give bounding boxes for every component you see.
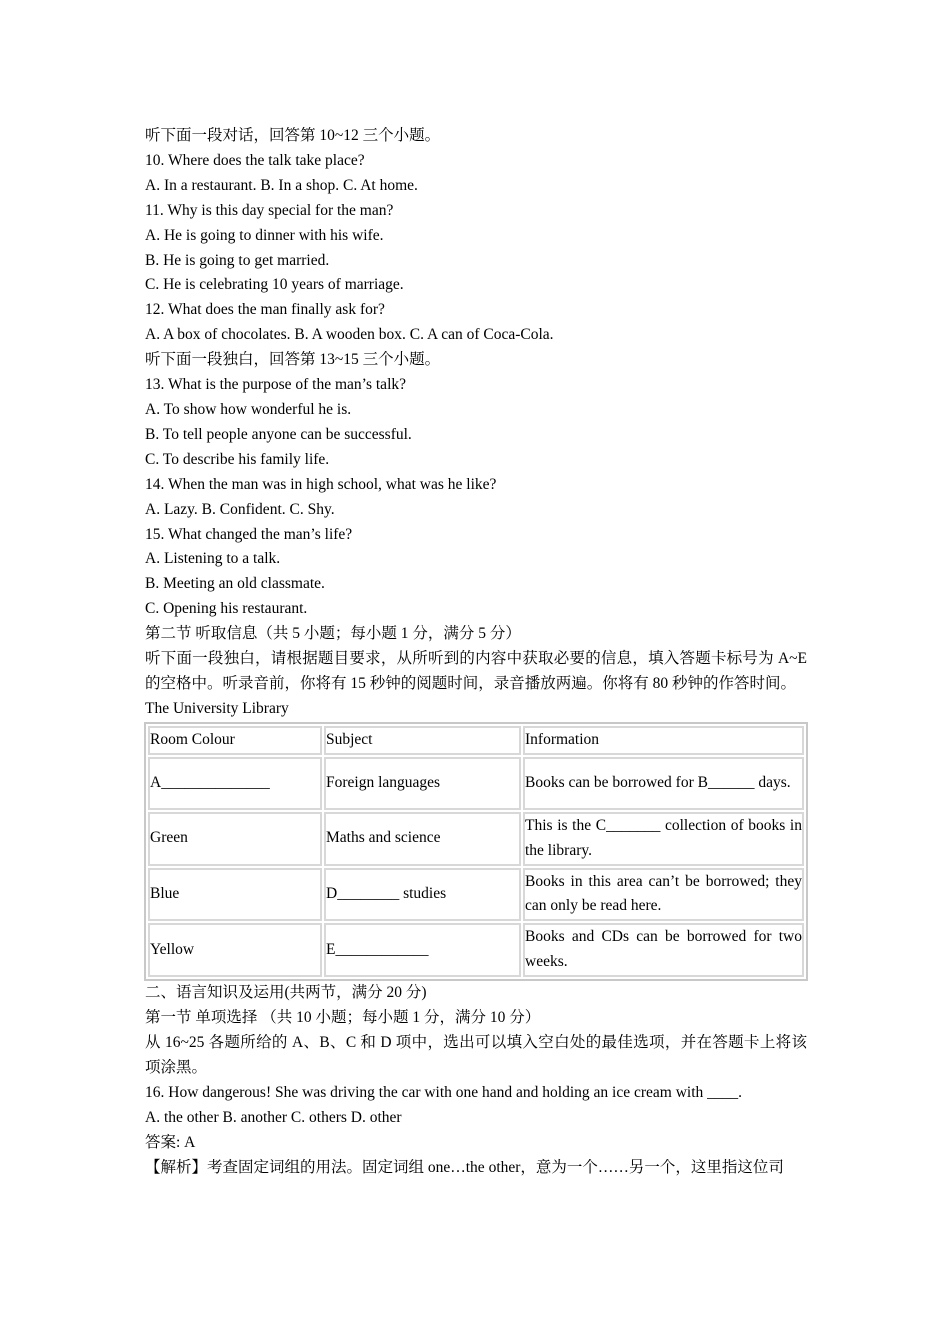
cell-subject: Maths and science [324, 812, 521, 866]
question-12: 12. What does the man finally ask for? [145, 301, 385, 319]
header-subject: Subject [324, 726, 521, 755]
answer-16: 答案: A [145, 1133, 196, 1151]
option-13c: C. To describe his family life. [145, 450, 330, 468]
cell-information: This is the C_______ collection of books in the library. [523, 812, 804, 866]
option-11b: B. He is going to get married. [145, 251, 330, 269]
document-page [145, 124, 807, 1180]
cell-subject: D________ studies [324, 868, 521, 922]
cell-information: Books in this area can’t be borrowed; they can only be read here. [523, 868, 804, 922]
listening-instruction: 听下面一段独白，请根据题目要求，从所听到的内容中获取必要的信息，填入答题卡标号为 A~E 的空格中。听录音前，你将有 15 秒钟的阅题时间，录音播放两遍。你将有 80 秒钟的作答时间。 [145, 650, 807, 692]
question-10: 10. Where does the talk take place? [145, 151, 365, 169]
options-10: A. In a restaurant. B. In a shop. C. At home. [145, 176, 418, 194]
cell-subject: E____________ [324, 923, 521, 977]
cell-information: Books can be borrowed for B______ days. [523, 757, 804, 810]
question-13: 13. What is the purpose of the man’s talk? [145, 376, 407, 394]
section-1-heading: 第一节 单项选择 （共 10 小题；每小题 1 分，满分 10 分） [145, 1009, 541, 1027]
part-2-heading: 二、语言知识及运用(共两节，满分 20 分) [145, 984, 427, 1002]
table-row [148, 812, 804, 866]
section-note-monologue: 听下面一段独白，回答第 13~15 三个小题。 [145, 351, 441, 369]
cell-subject: Foreign languages [324, 757, 521, 810]
table-row [148, 757, 804, 810]
option-11a: A. He is going to dinner with his wife. [145, 226, 384, 244]
header-room-colour: Room Colour [148, 726, 322, 755]
table-row [148, 923, 804, 977]
header-information: Information [523, 726, 804, 755]
table-title: The University Library [145, 699, 289, 717]
listening-questions [145, 124, 807, 647]
library-table [144, 722, 808, 981]
option-15b: B. Meeting an old classmate. [145, 575, 325, 593]
multiple-choice-instruction: 从 16~25 各题所给的 A、B、C 和 D 项中，选出可以填入空白处的最佳选项，并在答题卡上将该项涂黑。 [145, 1034, 807, 1076]
section-2-heading: 第二节 听取信息（共 5 小题；每小题 1 分，满分 5 分） [145, 625, 521, 643]
question-16: 16. How dangerous! She was driving the car with one hand and holding an ice cream with ____. [145, 1083, 743, 1101]
analysis-16: 【解析】考查固定词组的用法。固定词组 one…the other，意为一个……另一个，这里指这位司 [145, 1158, 784, 1176]
table-row [148, 868, 804, 922]
cell-room-colour: Green [148, 812, 322, 866]
question-11: 11. Why is this day special for the man? [145, 201, 394, 219]
options-14: A. Lazy. B. Confident. C. Shy. [145, 500, 335, 518]
cell-room-colour: Blue [148, 868, 322, 922]
options-12: A. A box of chocolates. B. A wooden box. C. A can of Coca-Cola. [145, 326, 554, 344]
cell-information: Books and CDs can be borrowed for two weeks. [523, 923, 804, 977]
cell-room-colour: Yellow [148, 923, 322, 977]
option-15c: C. Opening his restaurant. [145, 600, 308, 618]
section-note-dialogue: 听下面一段对话，回答第 10~12 三个小题。 [145, 127, 441, 144]
option-13a: A. To show how wonderful he is. [145, 400, 352, 418]
question-14: 14. When the man was in high school, what was he like? [145, 475, 497, 493]
option-11c: C. He is celebrating 10 years of marriage. [145, 276, 404, 294]
cell-room-colour: A______________ [148, 757, 322, 810]
table-header-row [148, 726, 804, 755]
option-15a: A. Listening to a talk. [145, 550, 281, 568]
options-16: A. the other B. another C. others D. other [145, 1108, 402, 1126]
question-15: 15. What changed the man’s life? [145, 525, 353, 543]
option-13b: B. To tell people anyone can be successful. [145, 425, 412, 443]
